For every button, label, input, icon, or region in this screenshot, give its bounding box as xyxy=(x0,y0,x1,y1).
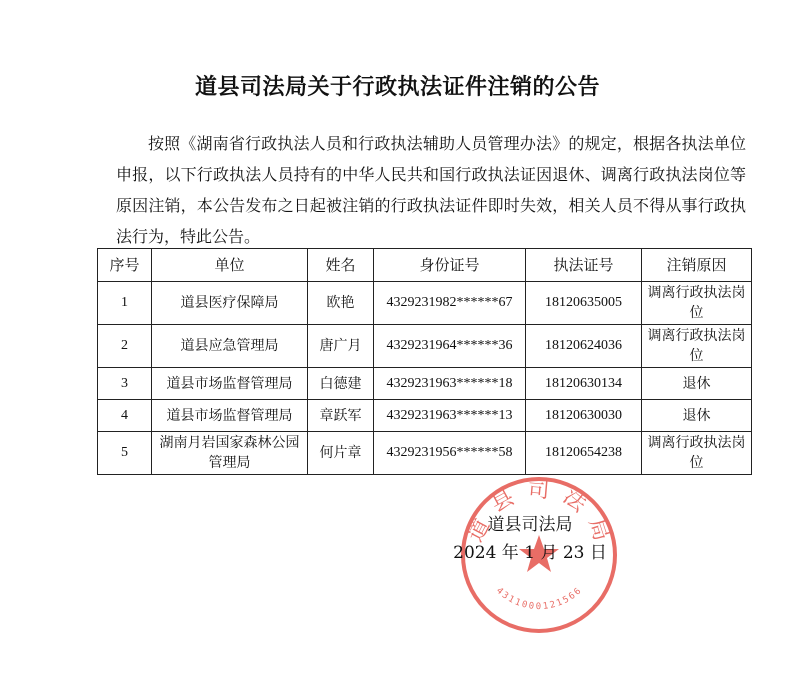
cell-cert-number: 18120630134 xyxy=(526,368,642,400)
table-row xyxy=(98,325,752,368)
cell-no: 5 xyxy=(98,432,152,475)
header-id-number: 身份证号 xyxy=(374,249,526,282)
table-header-row xyxy=(98,249,752,282)
cell-name: 白德建 xyxy=(308,368,374,400)
cell-id-number: 4329231956******58 xyxy=(374,432,526,475)
cell-cert-number: 18120624036 xyxy=(526,325,642,368)
signature-org: 道县司法局 xyxy=(487,515,573,535)
header-cert-number: 执法证号 xyxy=(526,249,642,282)
cell-id-number: 4329231964******36 xyxy=(374,325,526,368)
table-row xyxy=(98,432,752,475)
notice-body: 按照《湖南省行政执法人员和行政执法辅助人员管理办法》的规定，根据各执法单位申报，以下行政执法人员持有的中华人民共和国行政执法证因退休、调离行政执法岗位等原因注销，本公告发布之日起被注销的行政执法证件即时失效，相关人员不得从事行政执法行为，特此公告。 xyxy=(116,134,746,246)
header-no: 序号 xyxy=(98,249,152,282)
cell-name: 唐广月 xyxy=(308,325,374,368)
header-reason: 注销原因 xyxy=(642,249,752,282)
table-row xyxy=(98,400,752,432)
cell-cert-number: 18120630030 xyxy=(526,400,642,432)
cell-reason: 调离行政执法岗位 xyxy=(642,432,752,475)
cell-cert-number: 18120635005 xyxy=(526,282,642,325)
cell-id-number: 4329231963******13 xyxy=(374,400,526,432)
header-unit: 单位 xyxy=(152,249,308,282)
cell-id-number: 4329231982******67 xyxy=(374,282,526,325)
cell-unit: 道县医疗保障局 xyxy=(152,282,308,325)
cell-name: 欧艳 xyxy=(308,282,374,325)
cell-unit: 湖南月岩国家森林公园管理局 xyxy=(152,432,308,475)
seal-text: 道县司法局 xyxy=(462,476,618,556)
table-row xyxy=(98,368,752,400)
cell-reason: 调离行政执法岗位 xyxy=(642,325,752,368)
seal-code: 4311000121566 xyxy=(493,585,585,613)
table-row xyxy=(98,282,752,325)
cell-name: 何片章 xyxy=(308,432,374,475)
cell-no: 3 xyxy=(98,368,152,400)
cell-unit: 道县市场监督管理局 xyxy=(152,368,308,400)
notice-title: 道县司法局关于行政执法证件注销的公告 xyxy=(194,75,600,100)
cell-no: 2 xyxy=(98,325,152,368)
cell-no: 4 xyxy=(98,400,152,432)
cell-unit: 道县应急管理局 xyxy=(152,325,308,368)
cell-name: 章跃军 xyxy=(308,400,374,432)
cell-id-number: 4329231963******18 xyxy=(374,368,526,400)
header-name: 姓名 xyxy=(308,249,374,282)
cell-reason: 调离行政执法岗位 xyxy=(642,282,752,325)
cell-cert-number: 18120654238 xyxy=(526,432,642,475)
cell-unit: 道县市场监督管理局 xyxy=(152,400,308,432)
signature-date: 2024 年 1 月 23 日 xyxy=(453,543,607,563)
cancellation-table xyxy=(97,248,752,475)
cell-no: 1 xyxy=(98,282,152,325)
svg-text:4311000121566 xyxy=(494,585,585,612)
cell-reason: 退休 xyxy=(642,368,752,400)
cell-reason: 退休 xyxy=(642,400,752,432)
